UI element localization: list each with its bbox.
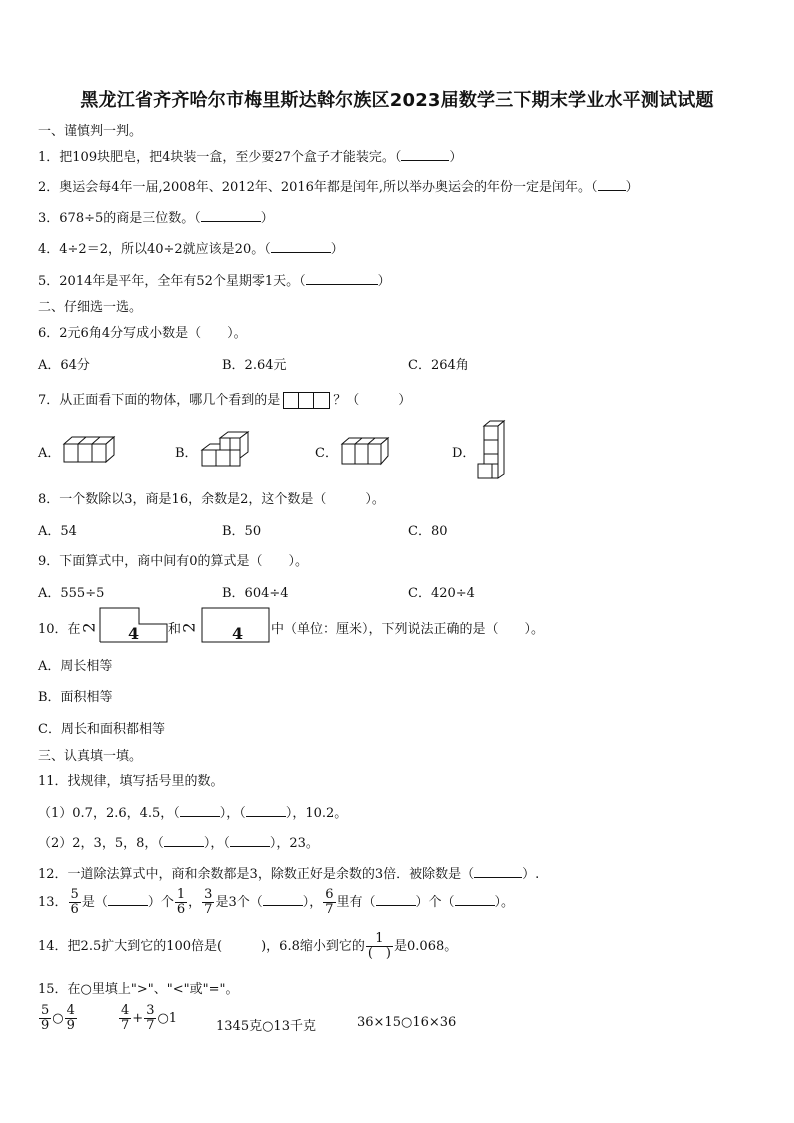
option-a[interactable]: A．64分 xyxy=(38,358,90,373)
question-13 xyxy=(38,888,514,917)
page-title: 黑龙江省齐齐哈尔市梅里斯达斡尔族区2023届数学三下期末学业水平测试试题 xyxy=(80,90,714,111)
fraction xyxy=(202,888,214,917)
option-a[interactable]: A．周长相等 xyxy=(38,659,113,674)
fraction xyxy=(366,932,393,961)
fraction xyxy=(323,888,335,917)
question-11-part-1 xyxy=(38,802,347,821)
plus-sign: + xyxy=(132,1011,144,1026)
answer-blank[interactable] xyxy=(401,148,449,161)
shape2-width-label: 4 xyxy=(232,624,244,643)
denominator: 9 xyxy=(66,1018,75,1033)
question-text: ？（ ） xyxy=(333,393,412,408)
option-c[interactable]: C．周长和面积都相等 xyxy=(38,722,165,737)
question-11-part-2 xyxy=(38,832,319,851)
option-a[interactable]: A．54 xyxy=(38,524,77,539)
fraction xyxy=(144,1004,156,1033)
question-text: 12．一道除法算式中，商和余数都是3，除数正好是余数的3倍．被除数是（ xyxy=(38,867,475,882)
fraction xyxy=(119,1004,131,1033)
shape1-height-label: 2 xyxy=(79,622,99,633)
cube-stack-c-icon xyxy=(340,436,392,468)
numerator: 1 xyxy=(176,887,186,902)
question-text: ）. xyxy=(522,867,540,882)
answer-blank[interactable] xyxy=(108,893,148,906)
answer-blank[interactable] xyxy=(376,893,416,906)
question-11: 11．找规律，填写括号里的数。 xyxy=(38,774,224,789)
question-1 xyxy=(38,146,462,165)
question-text: 里有（ xyxy=(336,895,376,910)
question-7 xyxy=(38,389,411,409)
denominator: 7 xyxy=(325,902,334,917)
compare-circle[interactable]: ○ xyxy=(52,1011,64,1026)
fraction xyxy=(69,888,81,917)
section-heading: 三、认真填一填。 xyxy=(38,749,143,764)
option-c[interactable]: C．80 xyxy=(408,524,448,539)
denominator: 6 xyxy=(176,902,186,917)
answer-blank[interactable] xyxy=(474,865,522,878)
question-3 xyxy=(38,207,274,226)
question-text: 是0.068。 xyxy=(394,939,458,954)
denominator: 7 xyxy=(204,902,213,917)
cube-stack-b-icon xyxy=(198,430,256,468)
question-10-and: 和 xyxy=(168,622,182,637)
three-square-view-icon xyxy=(283,392,330,409)
numerator: 5 xyxy=(41,1003,50,1018)
comparison-2 xyxy=(118,1004,177,1033)
question-text: ），10.2。 xyxy=(285,806,348,821)
bracket: ） xyxy=(449,150,463,165)
question-text: ），（ xyxy=(219,806,246,821)
question-text: 14．把2.5扩大到它的100倍是( )，6.8缩小到它的 xyxy=(38,939,365,954)
question-10-suffix: 中（单位：厘米），下列说法正确的是（ ）。 xyxy=(271,622,545,637)
question-text: ）个 xyxy=(147,895,174,910)
question-text: ）， xyxy=(302,895,323,910)
answer-blank[interactable] xyxy=(201,209,261,222)
answer-blank[interactable] xyxy=(271,240,331,253)
answer-blank[interactable] xyxy=(246,804,286,817)
option-b[interactable]: B．面积相等 xyxy=(38,690,113,705)
cube-stack-d-icon xyxy=(474,420,510,482)
comparison-4[interactable]: 36×15○16×36 xyxy=(357,1015,457,1030)
answer-blank[interactable] xyxy=(180,804,220,817)
option-c[interactable]: C．264角 xyxy=(408,358,469,373)
numerator: 6 xyxy=(325,887,334,902)
question-15: 15．在○里填上">"、"<"或"="。 xyxy=(38,982,239,997)
option-b[interactable]: B．50 xyxy=(222,524,262,539)
numerator: 1 xyxy=(375,931,384,946)
question-text: ），（ xyxy=(203,836,230,851)
answer-blank[interactable] xyxy=(230,834,270,847)
denominator: 6 xyxy=(70,902,79,917)
cube-stack-a-icon xyxy=(60,434,122,466)
answer-blank[interactable] xyxy=(263,893,303,906)
compare-circle[interactable]: ○1 xyxy=(157,1011,178,1026)
question-text: （2）2，3，5，8，（ xyxy=(38,836,164,851)
question-text: 5．2014年是平年，全年有52个星期零1天。（ xyxy=(38,274,306,289)
option-d[interactable]: D． xyxy=(452,446,476,461)
question-5 xyxy=(38,270,391,289)
question-4 xyxy=(38,238,344,257)
question-12 xyxy=(38,863,539,882)
option-a[interactable]: A．555÷5 xyxy=(38,586,105,601)
option-c[interactable]: C．420÷4 xyxy=(408,586,475,601)
answer-blank[interactable] xyxy=(306,272,378,285)
question-text: 2．奥运会每4年一届,2008年、2012年、2016年都是闰年,所以举办奥运会的年份一定是闰年。（ xyxy=(38,180,598,195)
question-text: ），23。 xyxy=(269,836,319,851)
bracket: ） xyxy=(330,242,344,257)
question-text: 3．678÷5的商是三位数。（ xyxy=(38,211,201,226)
denominator: 9 xyxy=(41,1018,50,1033)
comparison-3[interactable]: 1345克○13千克 xyxy=(216,1019,316,1034)
question-text: （1）0.7，2.6，4.5，（ xyxy=(38,806,180,821)
fraction xyxy=(65,1004,77,1033)
numerator: 4 xyxy=(66,1003,75,1018)
shape1-width-label: 4 xyxy=(128,624,140,643)
option-a[interactable]: A． xyxy=(38,446,61,461)
question-text: ）。 xyxy=(494,895,515,910)
question-10-prefix: 10．在 xyxy=(38,622,81,637)
question-text: ）个（ xyxy=(415,895,455,910)
section-heading: 一、谨慎判一判。 xyxy=(38,124,143,139)
question-text: 是3个（ xyxy=(215,895,263,910)
denominator: 7 xyxy=(146,1018,155,1033)
answer-blank[interactable] xyxy=(455,893,495,906)
question-text: 1．把109块肥皂，把4块装一盒，至少要27个盒子才能装完。（ xyxy=(38,150,402,165)
question-8: 8．一个数除以3，商是16，余数是2，这个数是（ ）。 xyxy=(38,492,385,507)
question-2 xyxy=(38,176,639,195)
fraction xyxy=(175,888,187,917)
denominator: 7 xyxy=(121,1018,130,1033)
bracket: ） xyxy=(625,180,639,195)
bracket: ） xyxy=(377,274,391,289)
comparison-1 xyxy=(38,1004,78,1033)
question-6: 6．2元6角4分写成小数是（ ）。 xyxy=(38,326,247,341)
denominator[interactable]: ( ) xyxy=(367,946,392,961)
question-text: 7．从正面看下面的物体，哪几个看到的是 xyxy=(38,393,281,408)
question-text: 4．4÷2＝2，所以40÷2就应该是20。（ xyxy=(38,242,271,257)
question-text: ， xyxy=(188,895,202,910)
bracket: ） xyxy=(260,211,274,226)
section-heading: 二、仔细选一选。 xyxy=(38,300,143,315)
numerator: 4 xyxy=(121,1003,130,1018)
option-b[interactable]: B．604÷4 xyxy=(222,586,289,601)
option-b[interactable]: B． xyxy=(175,446,198,461)
numerator: 3 xyxy=(204,887,213,902)
fraction xyxy=(39,1004,51,1033)
numerator: 3 xyxy=(146,1003,155,1018)
question-text: 是（ xyxy=(81,895,108,910)
option-b[interactable]: B．2.64元 xyxy=(222,358,287,373)
question-9: 9．下面算式中，商中间有0的算式是（ ）。 xyxy=(38,554,309,569)
question-number: 13． xyxy=(38,895,68,910)
question-14 xyxy=(38,932,457,961)
answer-blank[interactable] xyxy=(164,834,204,847)
shape2-height-label: 2 xyxy=(179,622,199,633)
answer-blank[interactable] xyxy=(598,178,626,191)
numerator: 5 xyxy=(70,887,79,902)
option-c[interactable]: C． xyxy=(315,446,338,461)
